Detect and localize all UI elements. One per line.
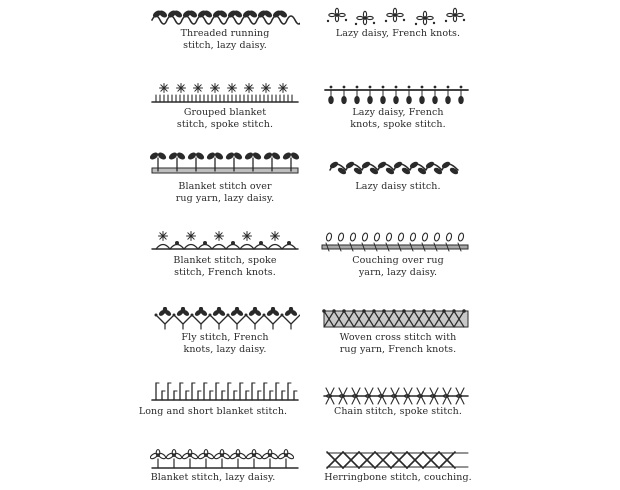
stitch-sample-blanket-lazy-daisy — [150, 448, 300, 472]
lazy-daisy-petal — [217, 307, 220, 313]
lazy-daisy-petal — [271, 307, 274, 313]
fly-stitch — [246, 315, 264, 324]
french-knot — [155, 314, 158, 317]
french-knot — [343, 86, 346, 89]
lazy-daisy-petal — [442, 161, 451, 168]
lazy-daisy-petal — [387, 13, 393, 16]
spoke-stitch — [279, 84, 288, 93]
lazy-daisy-petal — [447, 13, 453, 16]
caption-line: Lazy daisy, French knots. — [335, 28, 461, 39]
lazy-daisy-petal — [157, 152, 166, 160]
lazy-daisy-petal — [253, 307, 256, 313]
stitch-caption — [130, 28, 320, 52]
french-knot — [362, 309, 366, 313]
lazy-daisy-petal — [446, 96, 450, 103]
caption-line: Fly stitch, French — [181, 332, 269, 343]
stitch-caption — [130, 181, 320, 205]
lazy-daisy-petal — [338, 233, 345, 242]
lazy-daisy-petal — [203, 10, 212, 18]
lazy-daisy-petal — [367, 16, 373, 19]
caption-line: knots, lazy daisy. — [183, 344, 267, 355]
lazy-daisy-petal — [176, 152, 185, 160]
stitch-caption — [303, 28, 493, 40]
stitch-caption — [303, 406, 493, 418]
stitch-sample-fly-stitch-knots-daisy — [150, 307, 300, 331]
french-knot — [191, 314, 194, 317]
lazy-daisy-petal — [434, 233, 441, 242]
lazy-daisy-petal — [398, 233, 405, 242]
lazy-daisy-petal — [233, 10, 242, 18]
lazy-daisy-petal — [244, 152, 253, 160]
french-knot — [382, 309, 386, 313]
french-knot — [408, 86, 411, 89]
lazy-daisy-petal — [282, 152, 291, 160]
lazy-daisy-petal — [214, 152, 223, 160]
french-knot — [231, 241, 235, 245]
lazy-daisy-petal — [362, 233, 369, 242]
stitch-sample-herringbone-couching — [325, 448, 470, 472]
caption-line: stitch, spoke stitch. — [176, 119, 274, 130]
lazy-daisy-petal — [187, 152, 196, 160]
lazy-daisy-petal — [290, 152, 299, 160]
stitch-sample-couching-rug-yarn — [320, 230, 470, 254]
lazy-daisy-petal — [378, 161, 387, 168]
fly-stitch — [282, 315, 300, 324]
lazy-daisy-petal — [374, 233, 381, 242]
caption-line: Blanket stitch, lazy daisy. — [150, 472, 276, 483]
french-knot — [382, 86, 385, 89]
caption-line: Threaded running — [180, 28, 270, 39]
lazy-daisy-petal — [433, 96, 437, 103]
lazy-daisy-petal — [150, 152, 159, 160]
spoke-stitch — [159, 232, 168, 241]
stitch-sample-lazy-daisy-chain — [328, 156, 468, 180]
fly-stitch — [264, 315, 282, 324]
lazy-daisy-petal — [422, 233, 429, 242]
french-knot — [412, 309, 416, 313]
french-knot — [372, 309, 376, 313]
lazy-daisy-petal — [339, 13, 345, 16]
lazy-daisy-petal — [278, 10, 287, 18]
stitch-caption — [130, 332, 320, 356]
lazy-daisy-petal — [394, 96, 398, 103]
french-knot — [209, 314, 212, 317]
lazy-daisy-petal — [263, 152, 272, 160]
stitch-caption — [130, 255, 320, 279]
lazy-daisy-petal — [263, 10, 272, 18]
french-knot — [421, 86, 424, 89]
stitch-caption — [118, 406, 308, 418]
french-knot — [330, 86, 333, 89]
french-knot — [385, 20, 387, 22]
spoke-stitch — [194, 84, 203, 93]
spoke-stitch — [187, 232, 196, 241]
rug-yarn — [152, 168, 298, 173]
french-knot — [460, 86, 463, 89]
lazy-daisy-petal — [195, 152, 204, 160]
stitch-sample-chain-spoke — [322, 384, 470, 408]
lazy-daisy-petal — [199, 307, 202, 313]
stitch-caption — [303, 472, 493, 484]
fly-stitch — [156, 315, 174, 324]
lazy-daisy-petal — [271, 152, 280, 160]
french-knot — [423, 16, 426, 19]
caption-line: stitch, French knots. — [174, 267, 276, 278]
caption-line: Chain stitch, spoke stitch. — [333, 406, 463, 417]
spoke-stitch — [271, 232, 280, 241]
stitch-sample-woven-cross-stitch — [322, 307, 470, 331]
lazy-daisy-petal — [410, 161, 419, 168]
lazy-daisy-petal — [235, 307, 238, 313]
lazy-daisy-petal — [397, 13, 403, 16]
caption-line: knots, spoke stitch. — [350, 119, 446, 130]
french-knot — [352, 309, 356, 313]
lazy-daisy-petal — [342, 96, 346, 103]
stitch-caption — [303, 332, 493, 356]
lazy-daisy-petal — [362, 161, 371, 168]
french-knot — [355, 23, 357, 25]
spoke-stitch — [211, 84, 220, 93]
caption-line: Blanket stitch, spoke — [173, 255, 277, 266]
lazy-daisy-petal — [326, 233, 333, 242]
stitch-caption — [118, 472, 308, 484]
fly-stitch — [192, 315, 210, 324]
lazy-daisy-petal — [248, 10, 257, 18]
lazy-daisy-petal — [357, 16, 363, 19]
stitch-sample-lazy-daisy-french-knots — [325, 6, 470, 30]
caption-line: Couching over rug — [352, 255, 444, 266]
lazy-daisy-petal — [168, 152, 177, 160]
french-knot — [432, 309, 436, 313]
fly-stitch — [174, 315, 192, 324]
lazy-daisy-petal — [233, 152, 242, 160]
stitch-caption — [303, 255, 493, 279]
lazy-daisy-petal — [173, 10, 182, 18]
stitch-caption — [303, 181, 493, 193]
french-knot — [227, 314, 230, 317]
french-knot — [322, 309, 326, 313]
french-knot — [393, 13, 396, 16]
lazy-daisy-petal — [163, 307, 166, 313]
stitch-sample-lazy-daisy-knots-spoke — [323, 82, 470, 106]
french-knot — [433, 22, 435, 24]
french-knot — [442, 309, 446, 313]
french-knot — [332, 309, 336, 313]
stitch-caption — [130, 107, 320, 131]
spoke-stitch — [215, 232, 224, 241]
spoke-stitch — [262, 84, 271, 93]
lazy-daisy-petal — [426, 161, 435, 168]
french-knot — [335, 13, 338, 16]
french-knot — [287, 241, 291, 245]
french-knot — [281, 314, 284, 317]
stitch-sample-long-short-blanket — [150, 380, 300, 404]
french-knot — [403, 19, 405, 21]
caption-line: Lazy daisy stitch. — [355, 181, 441, 192]
lazy-daisy-petal — [158, 10, 167, 18]
stitch-sample-blanket-spoke-knots — [150, 230, 300, 254]
lazy-daisy-petal — [181, 307, 184, 313]
lazy-daisy-petal — [368, 96, 372, 103]
spoke-stitch — [245, 84, 254, 93]
french-knot — [447, 86, 450, 89]
french-knot — [363, 16, 366, 19]
fly-stitch — [228, 315, 246, 324]
stitch-sample-blanket-rug-yarn-lazy-daisy — [150, 152, 300, 176]
french-knot — [345, 19, 347, 21]
lazy-daisy-petal — [394, 161, 403, 168]
lazy-daisy-petal — [410, 233, 417, 242]
caption-line: Herringbone stitch, couching. — [324, 472, 472, 483]
caption-line: Blanket stitch over — [178, 181, 272, 192]
french-knot — [356, 86, 359, 89]
french-knot — [452, 309, 456, 313]
lazy-daisy-petal — [458, 233, 465, 242]
french-knot — [422, 309, 426, 313]
lazy-daisy-petal — [350, 233, 357, 242]
fly-stitch — [210, 315, 228, 324]
caption-line: Long and short blanket stitch. — [138, 406, 288, 417]
lazy-daisy-petal — [420, 96, 424, 103]
french-knot — [259, 241, 263, 245]
lazy-daisy-petal — [446, 233, 453, 242]
french-knot — [175, 241, 179, 245]
french-knot — [445, 20, 447, 22]
stitch-sample-grouped-blanket-spoke — [150, 82, 300, 106]
lazy-daisy-petal — [386, 233, 393, 242]
lazy-daisy-petal — [457, 13, 463, 16]
caption-line: yarn, lazy daisy. — [358, 267, 438, 278]
french-knot — [395, 86, 398, 89]
lazy-daisy-petal — [427, 16, 433, 19]
lazy-daisy-petal — [459, 96, 463, 103]
stitch-sample-threaded-lazy-daisy — [150, 6, 300, 30]
french-knot — [415, 23, 417, 25]
lazy-daisy-petal — [206, 152, 215, 160]
french-knot — [462, 309, 466, 313]
spoke-stitch — [228, 84, 237, 93]
french-knot — [203, 241, 207, 245]
lazy-daisy-petal — [218, 10, 227, 18]
lazy-daisy-petal — [329, 13, 335, 16]
lazy-daisy-petal — [346, 161, 355, 168]
spoke-stitch — [243, 232, 252, 241]
spoke-stitch — [177, 84, 186, 93]
caption-line: Lazy daisy, French — [352, 107, 444, 118]
french-knot — [434, 86, 437, 89]
french-knot — [402, 309, 406, 313]
caption-line: Grouped blanket — [183, 107, 267, 118]
caption-line: rug yarn, French knots. — [339, 344, 457, 355]
lazy-daisy-petal — [417, 16, 423, 19]
lazy-daisy-petal — [329, 96, 333, 103]
lazy-daisy-petal — [225, 152, 234, 160]
french-knot — [392, 309, 396, 313]
french-knot — [373, 22, 375, 24]
stitch-caption — [303, 107, 493, 131]
lazy-daisy-petal — [289, 307, 292, 313]
french-knot — [245, 314, 248, 317]
rug-yarn — [322, 245, 468, 249]
french-knot — [453, 13, 456, 16]
french-knot — [369, 86, 372, 89]
french-knot — [327, 20, 329, 22]
caption-line: stitch, lazy daisy. — [183, 40, 267, 51]
spoke-stitch — [160, 84, 169, 93]
lazy-daisy-petal — [355, 96, 359, 103]
french-knot — [173, 314, 176, 317]
french-knot — [263, 314, 266, 317]
lazy-daisy-petal — [330, 161, 339, 168]
lazy-daisy-petal — [188, 10, 197, 18]
lazy-daisy-petal — [252, 152, 261, 160]
lazy-daisy-petal — [381, 96, 385, 103]
french-knot — [342, 309, 346, 313]
lazy-daisy-petal — [407, 96, 411, 103]
caption-line: Woven cross stitch with — [339, 332, 457, 343]
caption-line: rug yarn, lazy daisy. — [175, 193, 275, 204]
french-knot — [463, 19, 465, 21]
